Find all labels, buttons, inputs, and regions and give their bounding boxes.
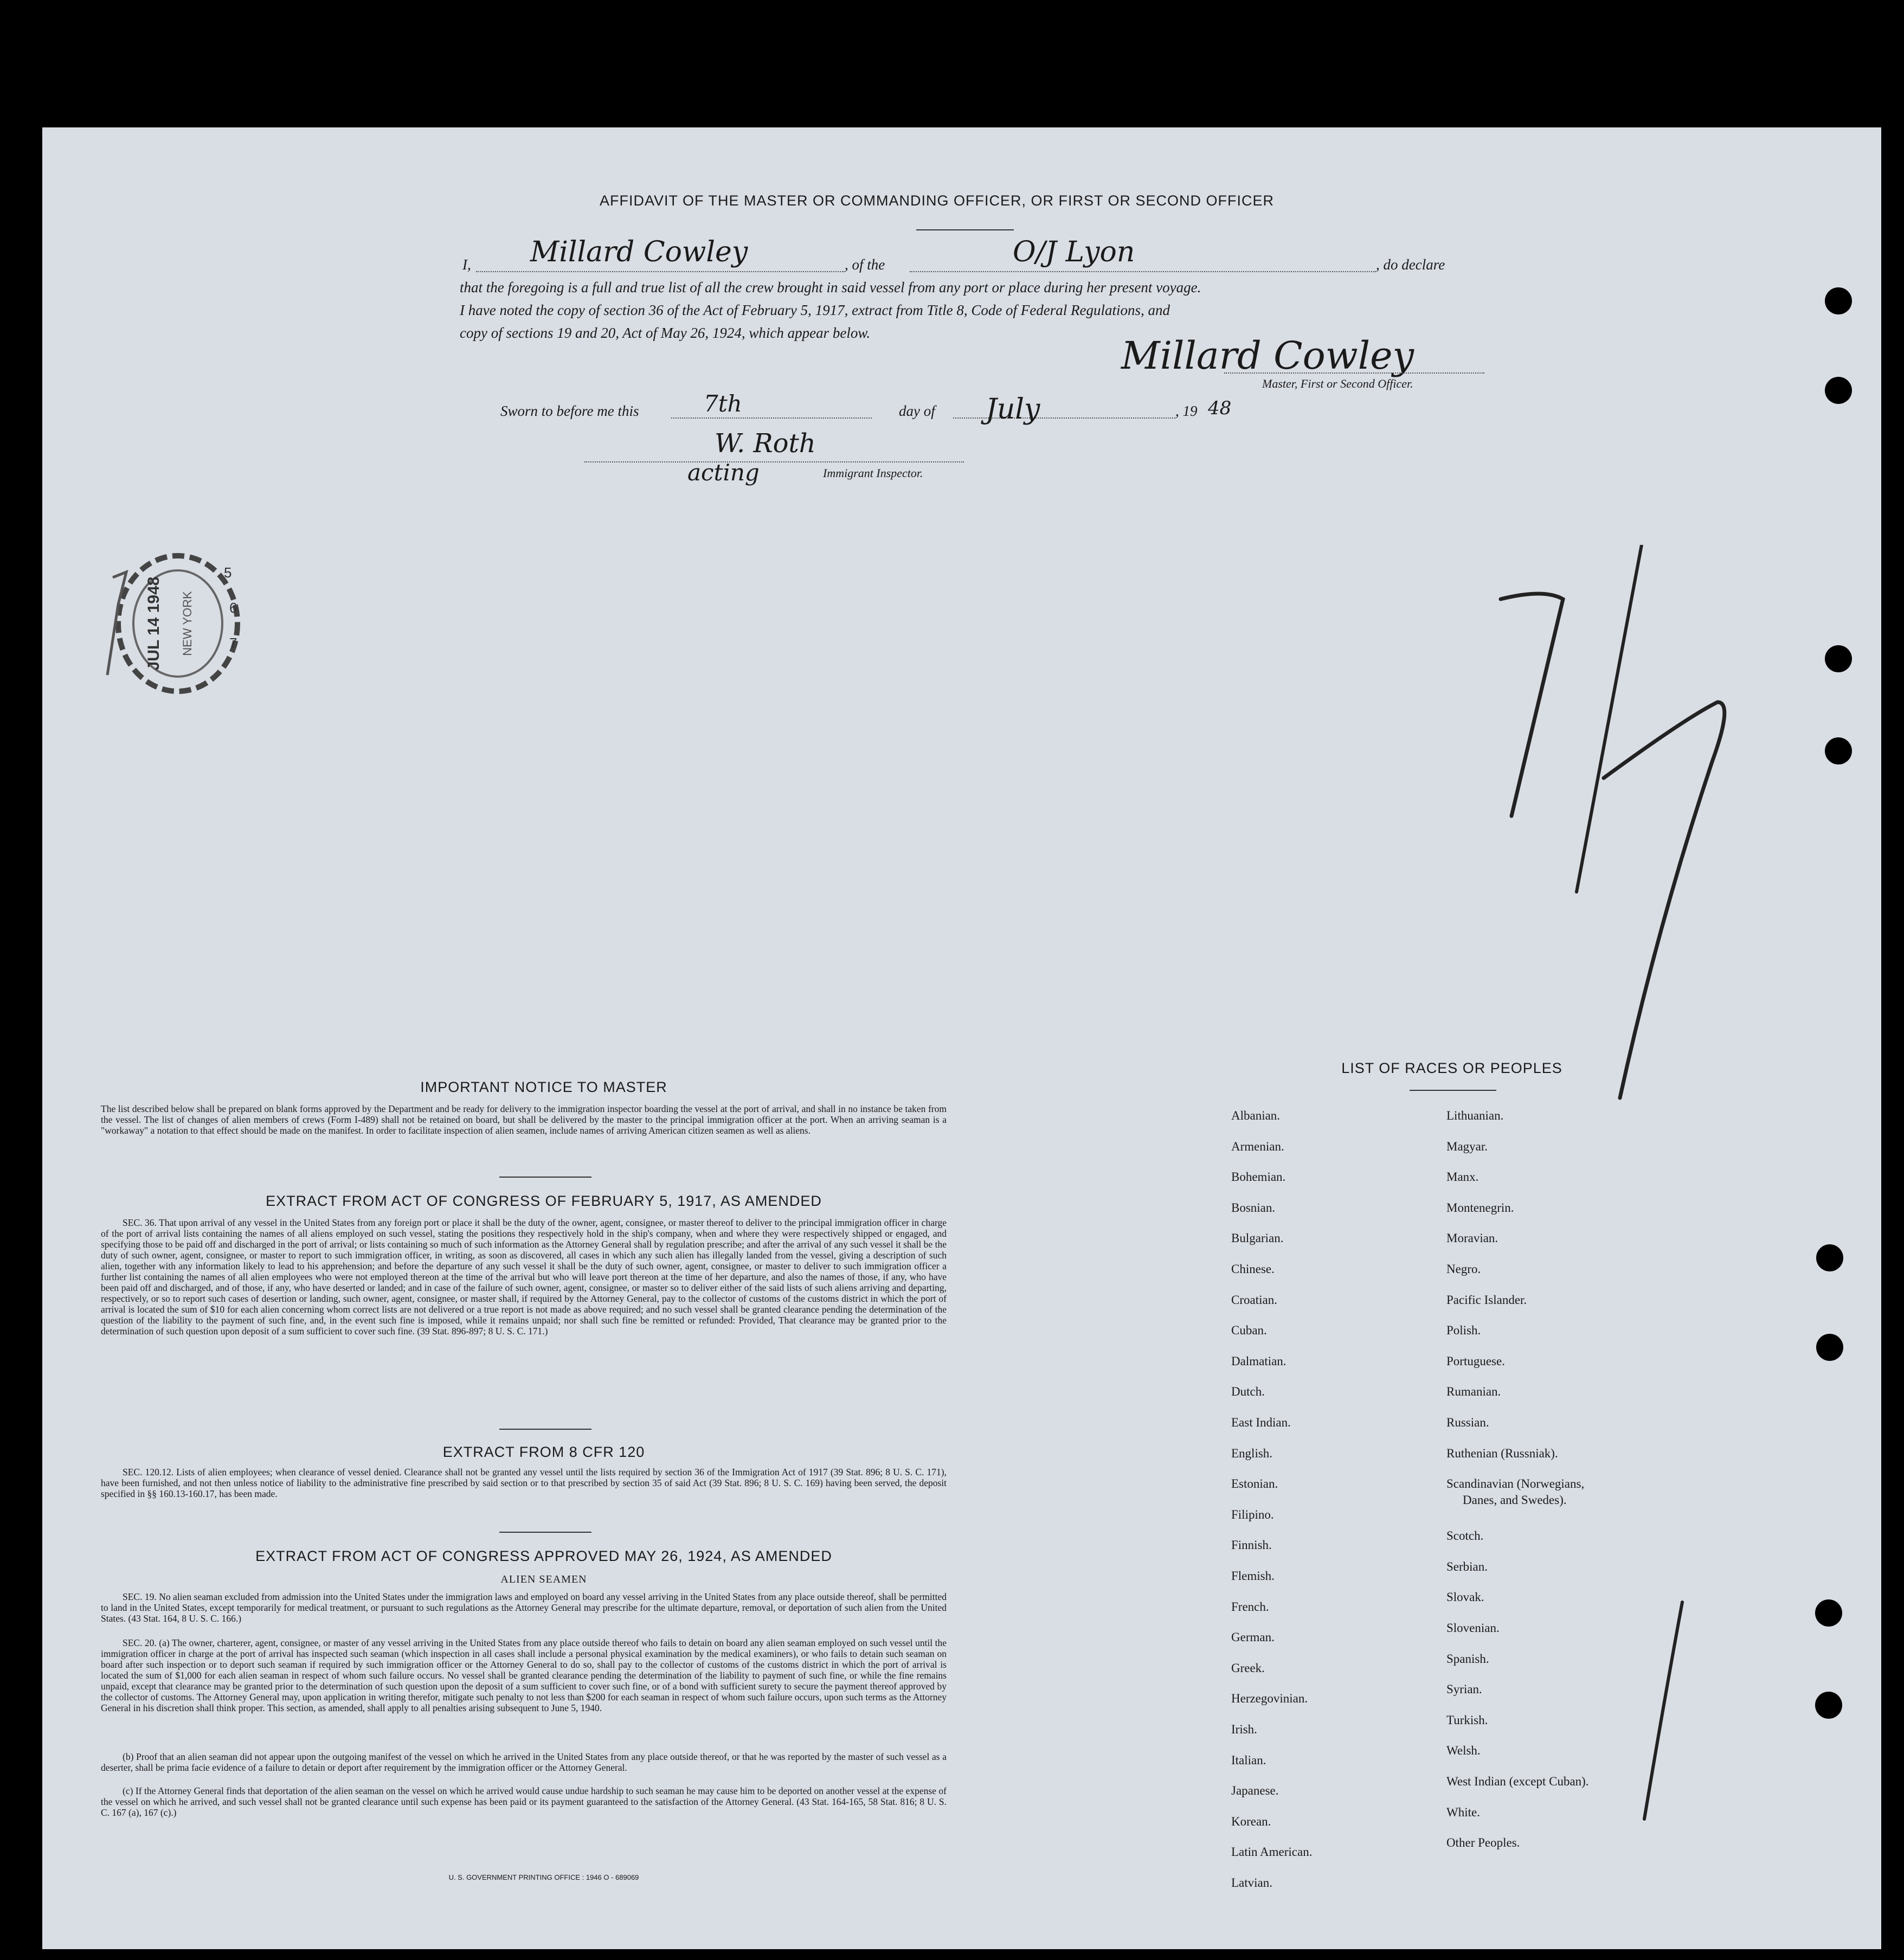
extract-1924-sec19: SEC. 19. No alien seaman excluded from admission into the United States under the immigration laws and employed on board any vessel arriving in the United States from any place outside thereof, shall be permitted to land in the United States, except temporarily for medical treatment, or pursuant to such regulations as the Attorney General may prescribe for the ultimate departure, removal, or deportation of such alien from the United States. (43 Stat. 164, 8 U. S. C. 166.) [101, 1591, 947, 1624]
race-item: West Indian (except Cuban). [1446, 1775, 1589, 1788]
printer-imprint: U. S. GOVERNMENT PRINTING OFFICE : 1946 O - 689069 [448, 1873, 639, 1881]
extract-1917-text: SEC. 36. That upon arrival of any vessel in the United States from any foreign port or place it shall be the duty of the owner, agent, consignee, or master thereof to deliver to the principal immigration officer in charge of the port of arrival lists containing the names of all aliens employed on such vessel, stating the positions they respectively hold in the ship's company, when and where they were respectively shipped or engaged, and specifying those to be paid off and discharged in the port of arrival; or lists containing so much of such information as the Attorney General shall by regulation prescribe; and after the arrival of any such vessel it shall be the duty of such owner, agent, consignee, or master to report to such immigration officer, in writing, as soon as discovered, all cases in which any such alien has illegally landed from the vessel, giving a description of such alien, together with any information likely to lead to his apprehension; and before the departure of any such vessel it shall be the duty of such owner, agent, consignee, or master to deliver to such immigration officer a further list containing the names of all alien employees who were not employed thereon at the time of the arrival but who will leave port thereon at the time of her departure, and also the names of those, if any, who have been paid off and discharged, and of those, if any, who have deserted or landed; and in case of the failure of such owner, agent, consignee, or master so to deliver either of the said lists of such aliens arriving and departing, respectively, or so to report such cases of desertion or landing, such owner, agent, consignee, or master shall, if required by the Attorney General, pay to the collector of customs of the customs district in which the port of arrival is located the sum of $10 for each alien concerning whom correct lists are not delivered or a true report is not made as above required; and no such vessel shall be granted clearance pending the determination of the question of the liability to the payment of such fine, and, in the event such fine is imposed, while it remains unpaid; nor shall such fine be remitted or refunded: Provided, That clearance may be granted prior to the determination of such question upon deposit of a sum sufficient to cover such fine. (39 Stat. 896-897; 8 U. S. C. 171.) [101, 1217, 947, 1336]
race-item: East Indian. [1231, 1416, 1291, 1429]
punch-hole [1815, 1599, 1842, 1627]
vessel-name-handwriting: O/J Lyon [1013, 236, 1135, 268]
race-item: Danes, and Swedes). [1463, 1493, 1567, 1507]
sworn-month: July [986, 393, 1040, 426]
race-item: Dalmatian. [1231, 1354, 1287, 1368]
notice-title: IMPORTANT NOTICE TO MASTER [420, 1079, 667, 1095]
notice-rule [499, 1177, 591, 1178]
race-item: Moravian. [1446, 1231, 1498, 1245]
do-declare-label: , do declare [1376, 256, 1445, 273]
of-the-label: , of the [845, 256, 885, 273]
punch-hole [1825, 645, 1852, 672]
race-item: Turkish. [1446, 1713, 1488, 1727]
master-signature: Millard Cowley [1121, 333, 1414, 378]
stamp-city: NEW YORK [181, 591, 194, 656]
acting-handwriting: acting [687, 459, 760, 486]
declaration-line-2: I have noted the copy of section 36 of the Act of February 5, 1917, extract from Title 8, Code of Federal Regulations, and [460, 302, 1170, 318]
day-line [671, 417, 872, 419]
year-prefix: , 19 [1175, 403, 1198, 419]
extract-cfr-text: SEC. 120.12. Lists of alien employees; when clearance of vessel denied. Clearance shall not be granted any vessel until the lists required by section 36 of the Immigration Act of 1917 (39 Stat. 896; 8 U. S. C. 171), have been furnished, and not then unless notice of liability to the administrative fine prescribed by said section or to that prescribed by section 35 of said Act (39 Stat. 896; 8 U. S. C. 169) having been served, the deposit specified in §§ 160.13-160.17, has been made. [101, 1467, 947, 1499]
race-item: Slovenian. [1446, 1621, 1500, 1635]
declaration-line-1: that the foregoing is a full and true list of all the crew brought in said vessel from any port or place during her present voyage. [460, 279, 1201, 295]
race-item: Finnish. [1231, 1538, 1272, 1552]
race-item: Bohemian. [1231, 1170, 1286, 1184]
race-item: Spanish. [1446, 1651, 1489, 1666]
race-item: Lithuanian. [1446, 1109, 1504, 1122]
date-stamp [75, 545, 254, 702]
race-item: Armenian. [1231, 1139, 1284, 1153]
race-item: Ruthenian (Russniak). [1446, 1446, 1558, 1460]
master-name-line [476, 271, 845, 272]
race-item: Magyar. [1446, 1139, 1488, 1153]
extract-1917-title: EXTRACT FROM ACT OF CONGRESS OF FEBRUARY 5, 1917, AS AMENDED [266, 1193, 822, 1209]
race-item: Polish. [1446, 1323, 1481, 1338]
inspector-line [584, 461, 964, 462]
race-item: Portuguese. [1446, 1354, 1505, 1368]
vessel-name-line [910, 271, 1376, 272]
affidavit-title: AFFIDAVIT OF THE MASTER OR COMMANDING OFFICER, OR FIRST OR SECOND OFFICER [599, 192, 1275, 209]
race-item: Slovak. [1446, 1590, 1484, 1604]
race-item: Montenegrin. [1446, 1200, 1514, 1214]
race-item: Chinese. [1231, 1262, 1275, 1276]
race-item: Serbian. [1446, 1559, 1488, 1573]
race-item: Cuban. [1231, 1323, 1267, 1338]
race-item: Scotch. [1446, 1529, 1484, 1543]
title-rule [916, 229, 1014, 230]
punch-hole [1825, 377, 1852, 404]
race-item: Dutch. [1231, 1385, 1265, 1399]
race-item: Albanian. [1231, 1109, 1281, 1122]
race-item: Welsh. [1446, 1744, 1481, 1758]
punch-hole [1816, 1334, 1843, 1361]
race-item: Scandinavian (Norwegians, [1446, 1477, 1585, 1491]
race-item: Italian. [1231, 1753, 1266, 1767]
race-item: Estonian. [1231, 1477, 1278, 1491]
race-item: Syrian. [1446, 1682, 1482, 1696]
race-item: Filipino. [1231, 1507, 1274, 1521]
extract-cfr-rule [499, 1532, 591, 1533]
race-item: Latin American. [1231, 1845, 1313, 1859]
alien-seamen-subtitle: ALIEN SEAMEN [500, 1573, 587, 1585]
pen-stroke [1625, 1597, 1690, 1824]
race-item: Pacific Islander. [1446, 1293, 1527, 1307]
race-item: White. [1446, 1805, 1480, 1819]
sworn-label: Sworn to before me this [500, 403, 639, 419]
inspector-signature: W. Roth [715, 428, 816, 459]
race-item: Japanese. [1231, 1784, 1279, 1798]
document-page [42, 127, 1881, 1949]
large-handwritten-mark [1479, 545, 1783, 1109]
stamp-date: JUL 14 1948 [145, 576, 163, 671]
race-item: Greek. [1231, 1661, 1265, 1675]
race-item: French. [1231, 1599, 1269, 1614]
stamp-digit-7: 7 [229, 635, 237, 651]
race-item: Korean. [1231, 1814, 1271, 1828]
declaration-line-3: copy of sections 19 and 20, Act of May 26, 1924, which appear below. [460, 325, 871, 341]
race-item: Latvian. [1231, 1876, 1272, 1890]
punch-hole [1825, 287, 1852, 314]
extract-cfr-title: EXTRACT FROM 8 CFR 120 [442, 1444, 645, 1460]
extract-1924-sec20a: SEC. 20. (a) The owner, charterer, agent, consignee, or master of any vessel arriving in the United States from any place outside thereof who fails to detain on board any alien seaman employed on such vessel until the immigration officer in charge at the port of arrival has inspected such seaman (which inspection in all cases shall include a personal physical examination by the medical examiners), or who fails to detain such seaman on board after such inspection or to deport such seaman if required by such immigration officer or the Attorney General to do so, shall pay to the collector of customs of the customs district in which the port of arrival is located the sum of $1,000 for each alien seaman in respect of whom such failure occurs. No vessel shall be granted clearance pending the determination of the liability to payment of such fine, or while the fine remains unpaid, except that clearance may be granted prior to the determination of such question upon the deposit of a sum sufficient to cover such fine, or of a bond with sufficient surety to secure the payment thereof approved by the collector of customs. The Attorney General may, upon application in writing therefor, mitigate such penalty to not less than $200 for each seaman in respect of whom such failure occurs, upon such terms as the Attorney General in his discretion shall think proper. This section, as amended, shall apply to all penalties arising subsequent to June 5, 1940. [101, 1637, 947, 1713]
sworn-year: 48 [1208, 397, 1232, 419]
i-label: I, [462, 256, 471, 273]
notice-text: The list described below shall be prepared on blank forms approved by the Department and be ready for delivery to the immigration inspector boarding the vessel at the port of arrival, and shall in no instance be taken from the vessel. The list of changes of alien members of crews (Form I-489) shall not be retained on board, but shall be delivered by the master to the principal immigration officer at the port. When an arriving seaman is a "workaway" a notation to that effect should be made on the manifest. In order to facilitate inspection of alien seamen, include names of arriving American citizen seamen as well as aliens. [101, 1103, 947, 1136]
punch-hole [1815, 1692, 1842, 1719]
day-of-label: day of [899, 403, 935, 419]
race-item: Herzegovinian. [1231, 1692, 1308, 1706]
race-item: Russian. [1446, 1416, 1489, 1429]
stamp-digit-6: 6 [229, 600, 237, 616]
race-item: Negro. [1446, 1262, 1481, 1276]
races-rule [1410, 1090, 1496, 1091]
sworn-day: 7th [704, 390, 742, 417]
race-item: Flemish. [1231, 1569, 1275, 1583]
race-item: Manx. [1446, 1170, 1479, 1184]
race-item: Irish. [1231, 1723, 1257, 1736]
extract-1924-title: EXTRACT FROM ACT OF CONGRESS APPROVED MAY 26, 1924, AS AMENDED [255, 1548, 832, 1564]
master-name-handwriting: Millard Cowley [530, 236, 748, 268]
race-item: Bosnian. [1231, 1200, 1276, 1214]
race-item: Other Peoples. [1446, 1836, 1520, 1850]
race-item: Croatian. [1231, 1293, 1277, 1307]
race-item: German. [1231, 1630, 1275, 1644]
signature-line [1224, 372, 1484, 374]
inspector-caption: Immigrant Inspector. [823, 466, 923, 480]
race-item: English. [1231, 1446, 1273, 1460]
races-title: LIST OF RACES OR PEOPLES [1341, 1060, 1562, 1076]
master-caption: Master, First or Second Officer. [1262, 377, 1413, 390]
race-item: Bulgarian. [1231, 1231, 1284, 1245]
race-item: Rumanian. [1446, 1385, 1501, 1399]
extract-1924-sec20c: (c) If the Attorney General finds that deportation of the alien seaman on the vessel on which he arrived would cause undue hardship to such seaman he may cause him to be deported on another vessel at the expense of the vessel on which he arrived, and such vessel shall not be granted clearance until such expense has been paid or its payment guaranteed to the satisfaction of the Attorney General. (43 Stat. 164-165, 58 Stat. 816; 8 U. S. C. 167 (a), 167 (c).) [101, 1785, 947, 1818]
punch-hole [1816, 1244, 1843, 1271]
punch-hole [1825, 737, 1852, 764]
extract-1917-rule [499, 1429, 591, 1430]
stamp-digit-5: 5 [224, 564, 232, 581]
extract-1924-sec20b: (b) Proof that an alien seaman did not appear upon the outgoing manifest of the vessel on which he arrived in the United States from any place outside thereof, or that he was reported by the master of such vessel as a deserter, shall be prima facie evidence of a failure to detain or deport after requirement by the immigration officer or the Attorney General. [101, 1751, 947, 1773]
